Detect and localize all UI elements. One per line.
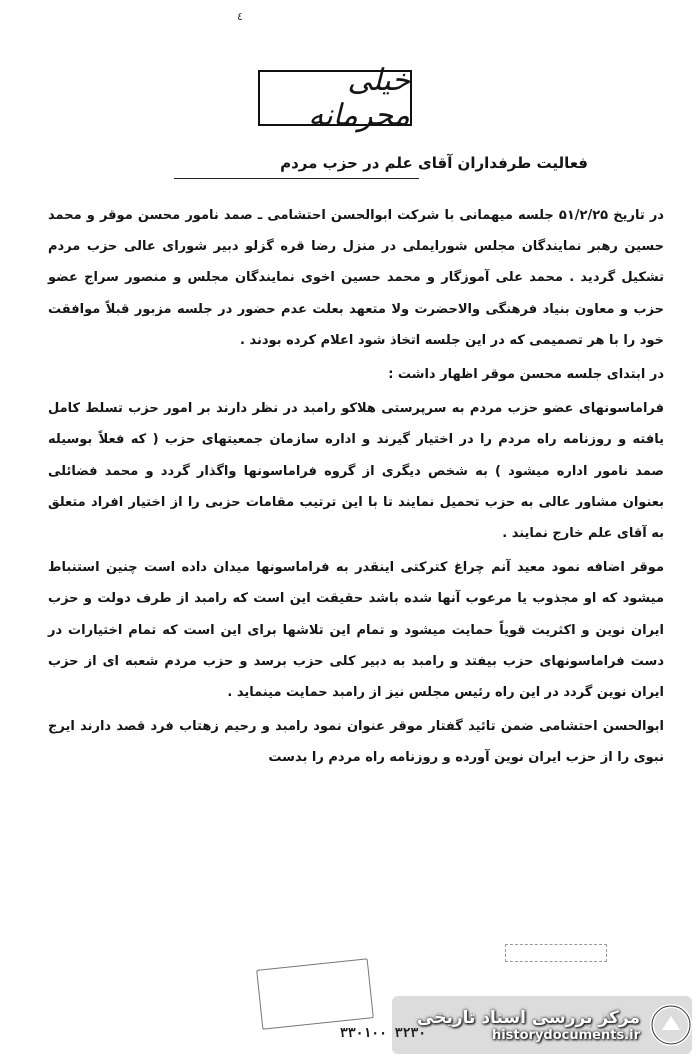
registry-stamp xyxy=(256,958,374,1029)
body-paragraph: موقر اضافه نمود معید آنم چراغ کترکتی اینقدر به فراماسونها میدان داده است چنین استنباط میشود که او مجذوب یا مرعوب آنها شده باشد حقیقت این است که رامبد از طرف دولت و حزب ایران نوین و اکثریت قویاً حمایت میشود و تمام این تلاشها برای این است که تمام اختیارات در دست فراماسونهای حزب بیفتد و رامبد به دبیر کلی حزب برسد و حزب مردم شعبه ای از حزب ایران نوین گردد در این راه رئیس مجلس نیز از رامبد حمایت مینماید . xyxy=(48,560,664,701)
watermark-badge xyxy=(392,996,692,1054)
document-number: ۳۳۰۱۰۰ ۳۲۳۰ xyxy=(340,1026,427,1041)
document-body xyxy=(48,200,664,777)
document-title: فعالیت طرفداران آقای علم در حزب مردم xyxy=(280,154,588,172)
classification-stamp: خیلی محرمانه xyxy=(258,70,412,126)
archive-seal-icon xyxy=(650,1004,692,1046)
body-paragraph: فراماسونهای عضو حزب مردم به سرپرستی هلاکو رامبد در نظر دارند بر امور حزب تسلط کامل یافته و روزنامه راه مردم را در اختیار گیرند و اداره سازمان جمعیتهای حزب ( که فعلاً بوسیله صمد نامور اداره میشود ) به شخص دیگری از گروه فراماسونها واگذار گردد و محمد فضائلی بعنوان مشاور عالی به حزب تحمیل نمایند تا با این ترتیب مقامات حزبی را از اختیار افراد متعلق به آقای علم خارج نمایند . xyxy=(48,401,664,542)
title-underline xyxy=(174,178,419,179)
body-paragraph: ابوالحسن احتشامی ضمن تائید گفتار موقر عنوان نمود رامبد و رحیم زهتاب فرد قصد دارند ایرج نبوی را از حزب ایران نوین آورده و روزنامه راه مردم را بدست xyxy=(48,719,664,766)
watermark-url: historydocuments.ir xyxy=(491,1027,640,1043)
page-mark: ٤ xyxy=(237,10,243,23)
watermark-texts xyxy=(417,1008,640,1043)
body-paragraph: در ابتدای جلسه محسن موقر اظهار داشت : xyxy=(388,367,664,383)
body-paragraph: در تاریخ ۵۱/۲/۲۵ جلسه میهمانی با شرکت ابوالحسن احتشامی ـ صمد نامور محسن موقر و محمد حسین رهبر نمایندگان مجلس شورایملی در منزل رضا قره گزلو دبیر شورای عالی حزب مردم تشکیل گردید . محمد علی آموزگار و محمد حسین اخوی نمایندگان مجلس و منصور سراج عضو حزب و معاون بنیاد فرهنگی والاحضرت ولا متعهد بعلت عدم حضور در جلسه مزبور قبلاً موافقت خود را با هر تصمیمی که در این جلسه اتخاذ شود اعلام کرده بودند . xyxy=(48,208,664,348)
watermark-name: مرکز بررسی اسناد تاریخی xyxy=(417,1007,640,1028)
faded-stamp xyxy=(505,944,607,962)
